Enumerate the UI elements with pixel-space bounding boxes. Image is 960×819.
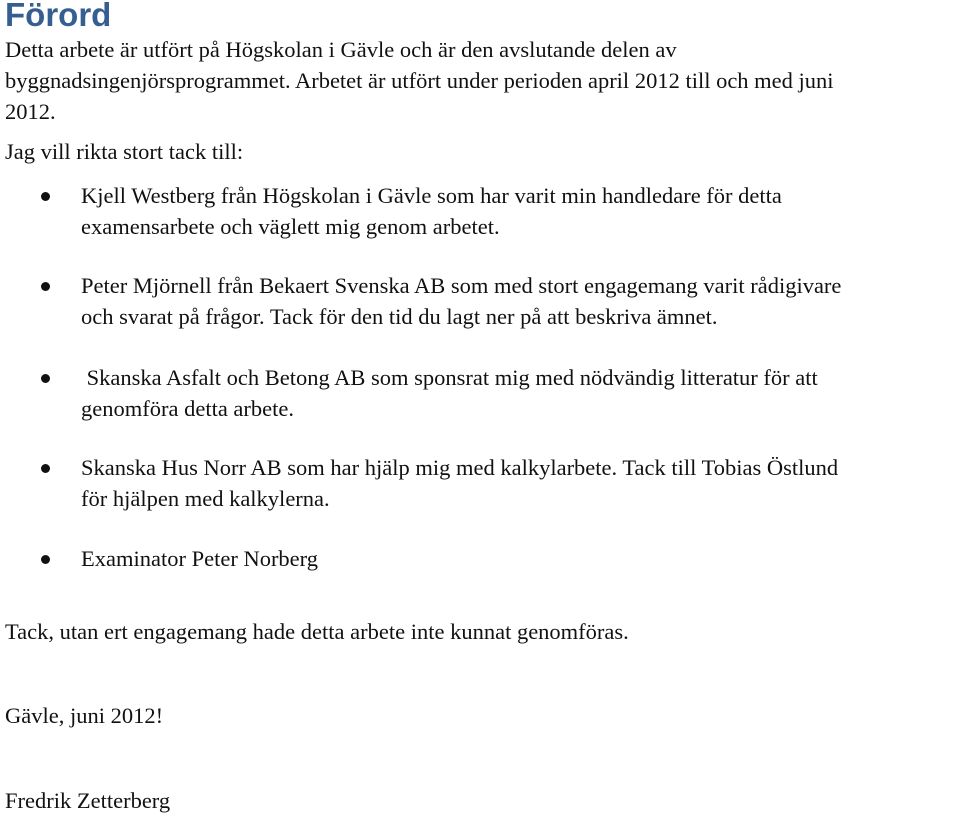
list-item-line: Skanska Hus Norr AB som har hjälp mig med kalkylarbete. Tack till Tobias Östlund — [81, 455, 839, 480]
list-item-text — [81, 543, 318, 574]
bullet-dot-icon — [41, 374, 50, 383]
list-item-text — [81, 180, 782, 242]
bullet-dot-icon — [41, 192, 50, 201]
list-item-line: Examinator Peter Norberg — [81, 546, 319, 571]
list-item-line: för hjälpen med kalkylerna. — [81, 486, 330, 511]
list-item-line: genomföra detta arbete. — [81, 396, 295, 421]
intro-line: Detta arbete är utfört på Högskolan i Gävle och är den avslutande delen av — [5, 37, 677, 62]
bullet-dot-icon — [41, 282, 50, 291]
list-item-line: Kjell Westberg från Högskolan i Gävle som har varit min handledare för detta — [81, 183, 782, 208]
bullet-dot-icon — [41, 555, 50, 564]
intro-paragraph — [5, 34, 834, 127]
list-item-line: och svarat på frågor. Tack för den tid du lagt ner på att beskriva ämnet. — [81, 304, 718, 329]
closing-sentence: Tack, utan ert engagemang hade detta arbete inte kunnat genomföras. — [5, 619, 629, 644]
thanks-intro: Jag vill rikta stort tack till: — [5, 139, 244, 164]
list-item-text — [81, 362, 818, 424]
list-item-text — [81, 270, 841, 332]
page-title: Förord — [5, 0, 112, 33]
list-item-line: examensarbete och väglett mig genom arbetet. — [81, 214, 500, 239]
list-item-line: Skanska Asfalt och Betong AB som sponsrat mig med nödvändig litteratur för att — [81, 365, 818, 390]
place-date: Gävle, juni 2012! — [5, 703, 164, 728]
list-item-text — [81, 452, 838, 514]
signature-name: Fredrik Zetterberg — [5, 788, 171, 813]
intro-line: 2012. — [5, 99, 56, 124]
bullet-dot-icon — [41, 464, 50, 473]
intro-line: byggnadsingenjörsprogrammet. Arbetet är utfört under perioden april 2012 till och med juni — [5, 68, 834, 93]
list-item-line: Peter Mjörnell från Bekaert Svenska AB som med stort engagemang varit rådigivare — [81, 273, 842, 298]
